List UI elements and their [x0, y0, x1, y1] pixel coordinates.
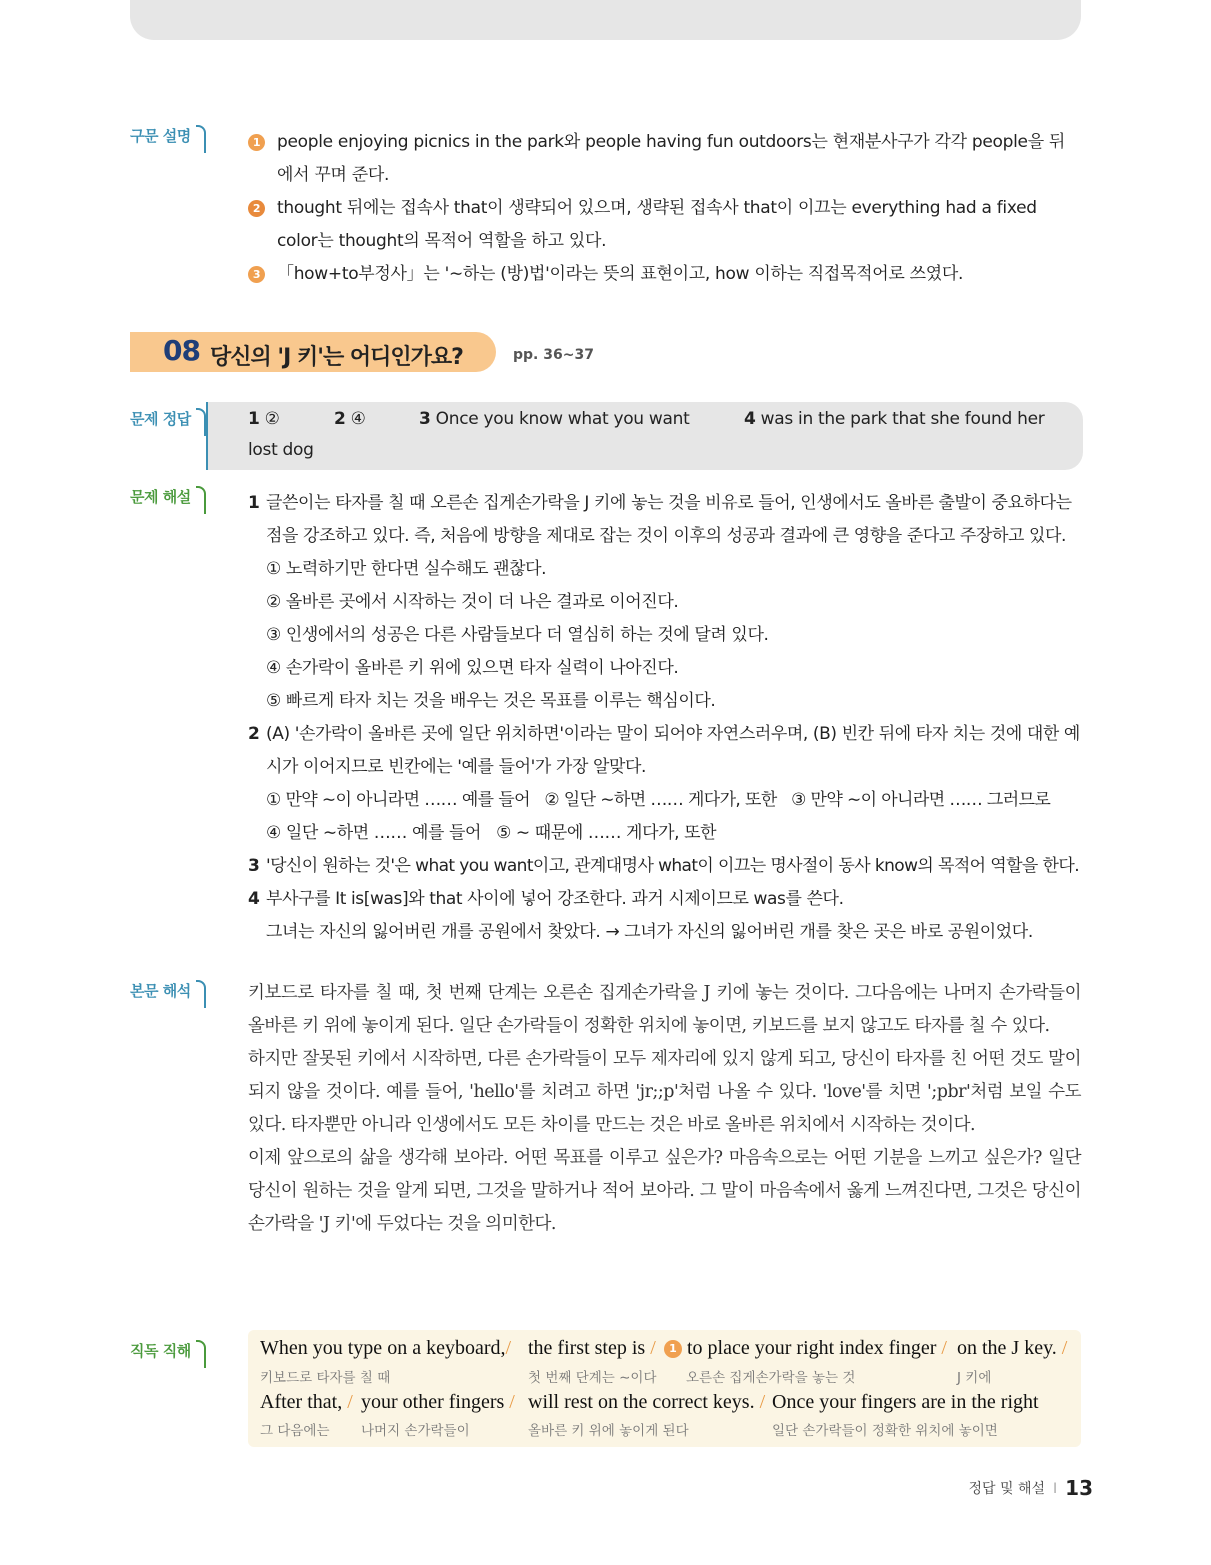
answer-number: 1 [248, 409, 260, 429]
question-text: 글쓴이는 타자를 칠 때 오른손 집게손가락을 J 키에 놓는 것을 비유로 들어, 인생에서도 올바른 출발이 중요하다는 점을 강조하고 있다. 즉, 처음에 방향을 제대로 잡는 것이 이후의 성공과 결과에 큰 영향을 준다고 주장하고 있다. [266, 493, 1072, 546]
syntax-item [248, 258, 1081, 291]
slash-divider: / [936, 1337, 947, 1359]
question-number: 2 [248, 724, 260, 744]
number-circle-icon: 2 [248, 200, 265, 217]
option-line: ② 올바른 곳에서 시작하는 것이 더 나은 결과로 이어진다. [266, 592, 679, 612]
chunk-en-text: the first step is [528, 1337, 646, 1359]
slash-divider: / [645, 1337, 656, 1359]
syntax-text: people enjoying picnics in the park와 people having fun outdoors는 현재분사구가 각각 people을 뒤에서 꾸며 준다. [277, 132, 1066, 185]
answer-value: ② [264, 409, 280, 429]
slash-divider: / [754, 1391, 766, 1413]
answer-4-continued: lost dog [248, 440, 314, 460]
option-line: ④ 손가락이 올바른 키 위에 있으면 타자 실력이 나아진다. [266, 658, 679, 678]
explanation-tag: 문제 해설 [130, 486, 206, 512]
page-number: 13 [1065, 1476, 1093, 1500]
chunk-ko: 일단 손가락들이 정확한 위치에 놓이면 [772, 1423, 998, 1439]
answer-number: 2 [334, 409, 346, 429]
example-line: 그녀는 자신의 잃어버린 개를 공원에서 찾았다. → 그녀가 자신의 잃어버린 개를 찾은 곳은 바로 공원이었다. [266, 922, 1033, 942]
chunk-en [957, 1337, 1067, 1360]
page-footer [968, 1476, 1093, 1500]
slash-divider: / [1056, 1337, 1068, 1359]
chunk-ko: J 키에 [957, 1370, 992, 1386]
chunk-en-text: will rest on the correct keys. [528, 1391, 755, 1413]
chunk-en [528, 1337, 656, 1360]
answer-value: ④ [350, 409, 366, 429]
number-circle-icon: 3 [248, 266, 265, 283]
answer-4 [744, 409, 1044, 429]
question-number: 1 [248, 493, 260, 513]
top-gray-box [130, 0, 1081, 40]
question-text: (A) '손가락이 올바른 곳에 일단 위치하면'이라는 말이 되어야 자연스러우며, (B) 빈칸 뒤에 타자 치는 것에 대한 예시가 이어지므로 빈칸에는 '예를 들어'가 가장 알맞다. [266, 724, 1080, 777]
question-text: 부사구를 It is[was]와 that 사이에 넣어 강조한다. 과거 시제이므로 was를 쓴다. [266, 889, 844, 909]
option-line: ① 만약 ∼이 아니라면 …… 예를 들어 ② 일단 ∼하면 …… 게다가, 또한 ③ 만약 ∼이 아니라면 …… 그러므로 [266, 790, 1051, 810]
chunk-ko: 오른손 집게손가락을 놓는 것 [686, 1370, 856, 1386]
section-number: 08 [163, 334, 200, 367]
chunk-en [772, 1391, 1039, 1414]
chunk-en-text: Once your fingers are in the right [772, 1391, 1039, 1413]
question-number: 3 [248, 856, 260, 876]
translation-paragraph: 키보드로 타자를 칠 때, 첫 번째 단계는 오른손 집게손가락을 J 키에 놓는 것이다. 그다음에는 나머지 손가락들이 올바른 키 위에 놓이게 된다. 일단 손가락들이 정확한 위치에 놓이면, 키보드를 보지 않고도 타자를 칠 수 있다. [248, 983, 1081, 1036]
answer-3 [419, 409, 689, 429]
syntax-text: 「how+to부정사」는 '∼하는 (방)법'이라는 뜻의 표현이고, how 이하는 직접목적어로 쓰였다. [277, 264, 964, 284]
reading-tag: 직독 직해 [130, 1340, 206, 1366]
chunk-ko: 올바른 키 위에 놓이게 된다 [528, 1423, 689, 1439]
chunk-ko: 첫 번째 단계는 ∼이다 [528, 1370, 657, 1386]
answer-number: 3 [419, 409, 431, 429]
answer-1 [248, 409, 280, 429]
footer-separator: I [1053, 1481, 1058, 1497]
chunk-ko: 그 다음에는 [260, 1423, 330, 1439]
chunk-en [528, 1391, 765, 1414]
chunk-en [260, 1337, 511, 1360]
explanation-q3 [248, 850, 1081, 883]
syntax-tag: 구문 설명 [130, 125, 206, 151]
translation-paragraph: 하지만 잘못된 키에서 시작하면, 다른 손가락들이 모두 제자리에 있지 않게 되고, 당신이 타자를 친 어떤 것도 말이 되지 않을 것이다. 예를 들어, 'hello'를 치려고 하면 'jr;;p'처럼 나올 수 있다. 'love'를 치면 ';pbr'처럼 보일 수도 있다. 타자뿐만 아니라 인생에서도 모든 차이를 만드는 것은 바로 올바른 위치에서 시작하는 것이다. [248, 1049, 1081, 1135]
syntax-text: thought 뒤에는 접속사 that이 생략되어 있으며, 생략된 접속사 that이 이끄는 everything had a fixed color는 thought의 목적어 역할을 하고 있다. [277, 198, 1037, 251]
footer-label: 정답 및 해설 [968, 1481, 1046, 1497]
chunk-en [361, 1391, 515, 1414]
chunk-en-text: to place your right index finger [687, 1337, 937, 1359]
chunk-en-text: your other fingers [361, 1391, 505, 1413]
syntax-item [248, 126, 1081, 192]
answers-tag: 문제 정답 [130, 408, 206, 434]
section-pages: pp. 36~37 [513, 347, 594, 363]
number-circle-icon: 1 [248, 134, 265, 151]
translation-body [248, 977, 1081, 1241]
question-text: '당신이 원하는 것'은 what you want이고, 관계대명사 what이 이끄는 명사절이 동사 know의 목적어 역할을 한다. [266, 856, 1079, 876]
chunk-en [664, 1337, 947, 1360]
slash-divider: / [342, 1391, 353, 1413]
option-line: ③ 인생에서의 성공은 다른 사람들보다 더 열심히 하는 것에 달려 있다. [266, 625, 769, 645]
translation-paragraph: 이제 앞으로의 삶을 생각해 보아라. 어떤 목표를 이루고 싶은가? 마음속으로는 어떤 기분을 느끼고 싶은가? 일단 당신이 원하는 것을 알게 되면, 그것을 말하거나 적어 보아라. 그 말이 마음속에서 옳게 느껴진다면, 그것은 당신이 손가락을 'J 키'에 두었다는 것을 의미한다. [248, 1148, 1081, 1234]
chunk-ko: 나머지 손가락들이 [361, 1423, 470, 1439]
answer-value: Once you know what you want [435, 409, 690, 429]
question-number: 4 [248, 889, 260, 909]
chunk-en-text: When you type on a keyboard, [260, 1337, 506, 1359]
slash-divider: / [505, 1337, 512, 1359]
option-line: ④ 일단 ∼하면 …… 예를 들어 ⑤ ∼ 때문에 …… 게다가, 또한 [266, 823, 717, 843]
option-line: ① 노력하기만 한다면 실수해도 괜찮다. [266, 559, 547, 579]
number-circle-icon: 1 [664, 1340, 682, 1358]
explanation-q1 [248, 487, 1081, 553]
option-line: ⑤ 빠르게 타자 치는 것을 배우는 것은 목표를 이루는 핵심이다. [266, 691, 716, 711]
explanation-q4 [248, 883, 1081, 916]
chunk-en-text: After that, [260, 1391, 343, 1413]
section-title: 당신의 'J 키'는 어디인가요? [210, 345, 463, 370]
translation-tag: 본문 해석 [130, 980, 206, 1006]
syntax-item [248, 192, 1081, 258]
chunk-en-text: on the J key. [957, 1337, 1057, 1359]
syntax-list [248, 126, 1081, 291]
answer-2 [334, 409, 366, 429]
chunk-en [260, 1391, 353, 1414]
slash-divider: / [504, 1391, 515, 1413]
answer-number: 4 [744, 409, 756, 429]
explanation-q2 [248, 718, 1081, 784]
explanation-body [248, 487, 1081, 949]
chunk-ko: 키보드로 타자를 칠 때 [260, 1370, 391, 1386]
answer-value: was in the park that she found her [760, 409, 1045, 429]
